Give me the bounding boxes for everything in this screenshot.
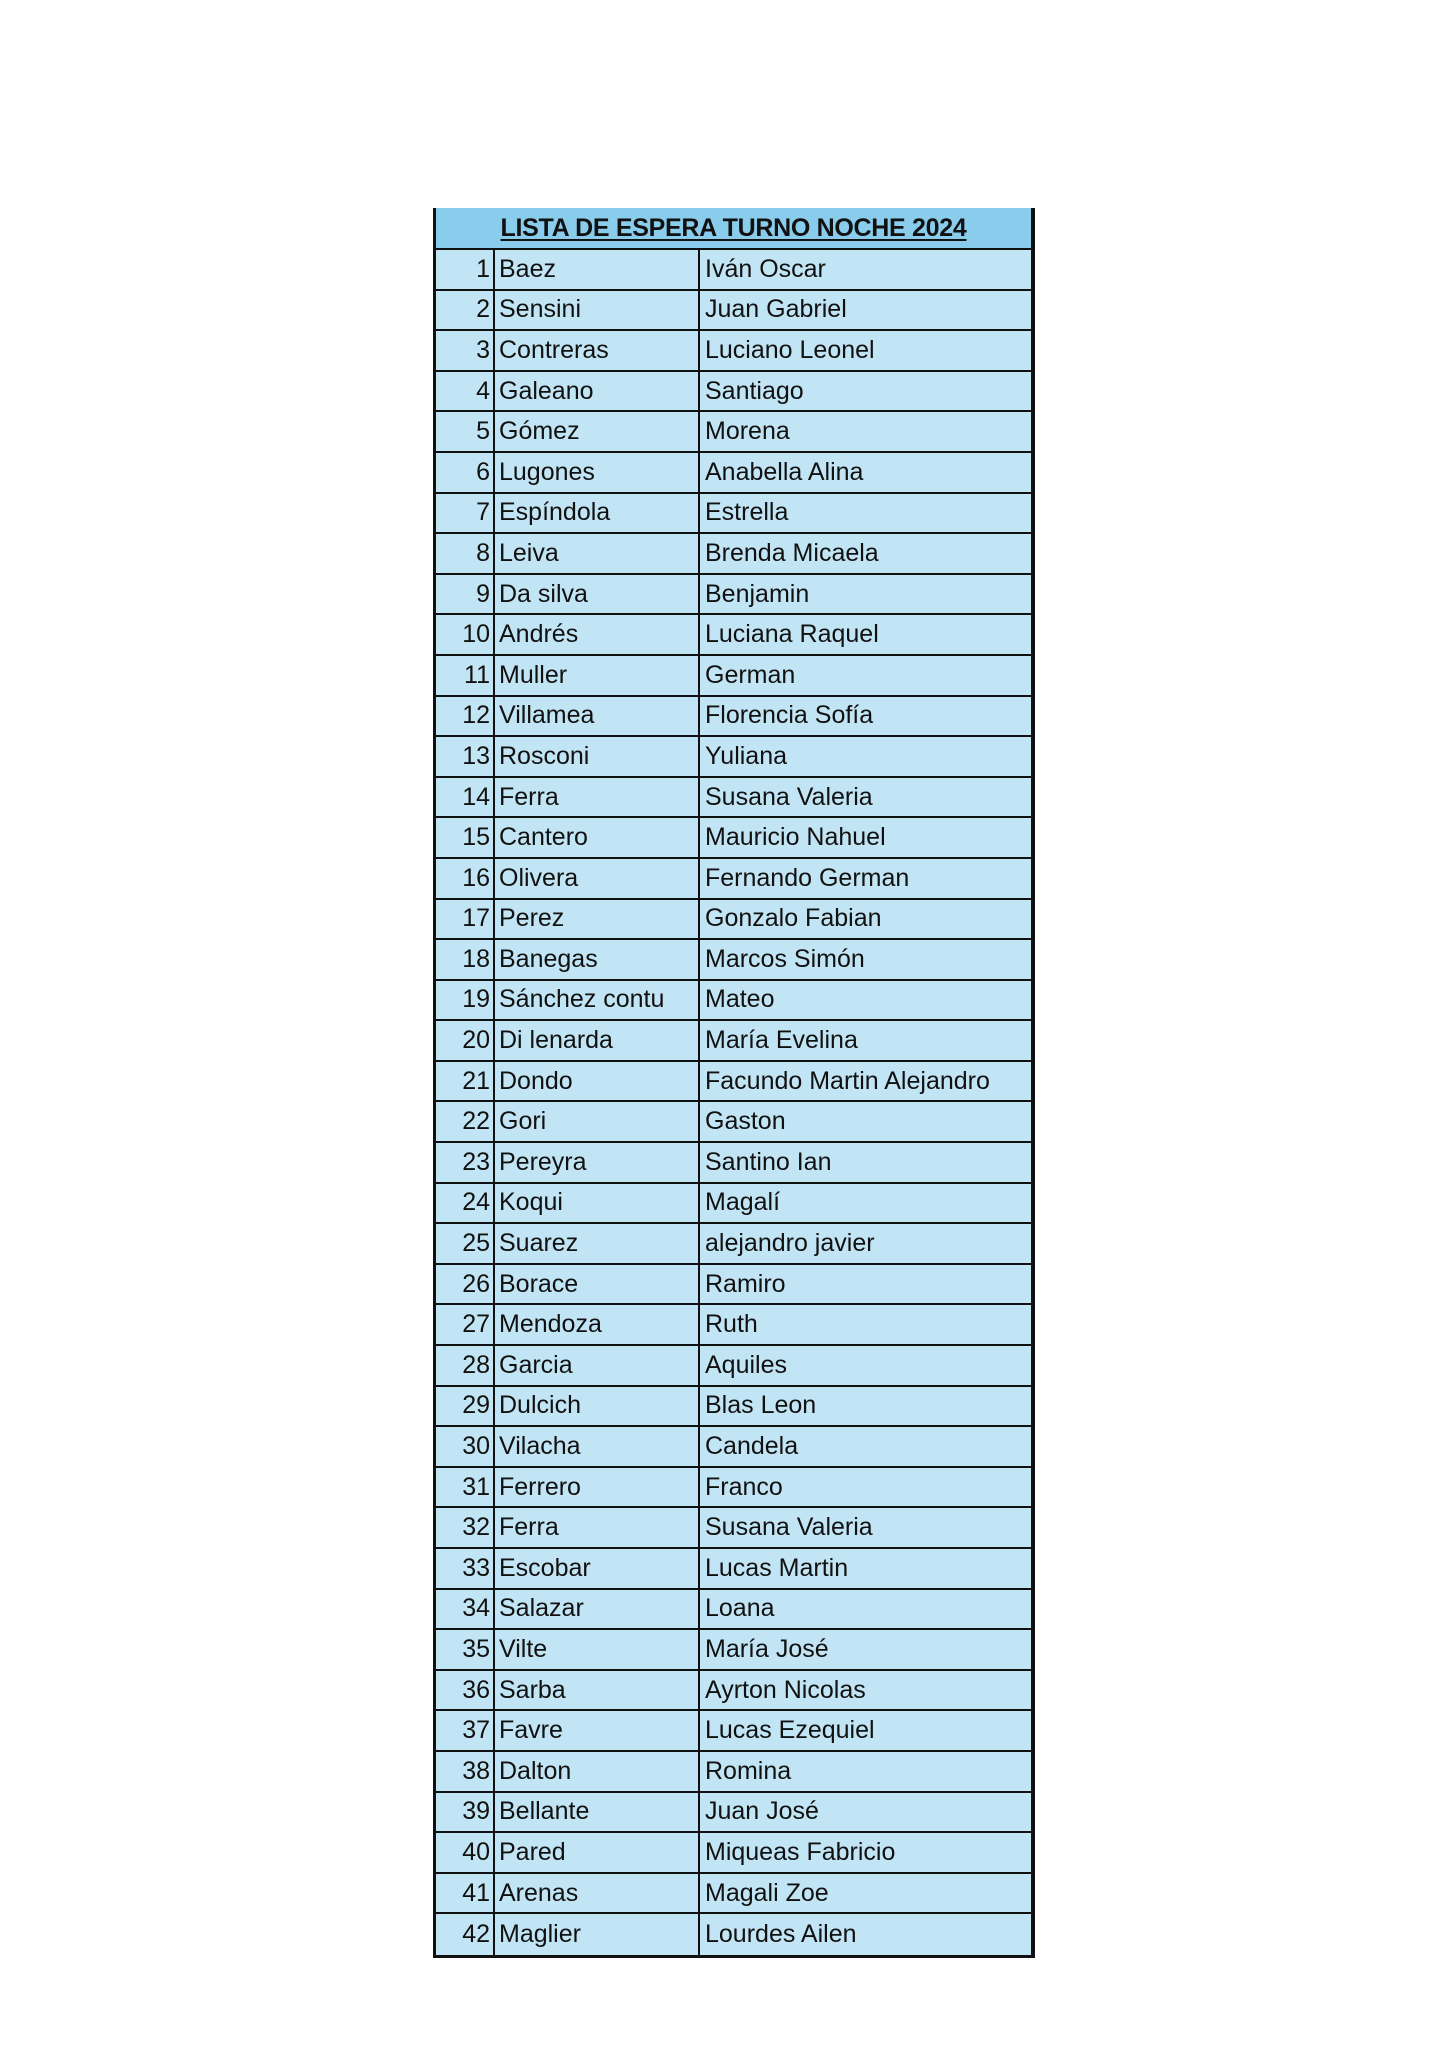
given-name-cell: German bbox=[705, 660, 796, 689]
table-row bbox=[436, 1508, 1031, 1549]
table-row bbox=[436, 697, 1031, 738]
table-row bbox=[436, 1468, 1031, 1509]
row-number: 3 bbox=[436, 331, 495, 370]
table-row bbox=[436, 534, 1031, 575]
surname-cell: Olivera bbox=[495, 859, 700, 898]
row-number: 30 bbox=[436, 1427, 495, 1466]
table-row bbox=[436, 1549, 1031, 1590]
surname-cell: Borace bbox=[495, 1265, 700, 1304]
table-row bbox=[436, 940, 1031, 981]
table-row bbox=[436, 1143, 1031, 1184]
given-name-cell: Susana Valeria bbox=[705, 1513, 873, 1542]
table-row bbox=[436, 1711, 1031, 1752]
surname-cell: Banegas bbox=[495, 940, 700, 979]
given-name-cell: Lucas Ezequiel bbox=[705, 1716, 875, 1745]
given-name-cell: Yuliana bbox=[705, 741, 788, 770]
surname-cell: Ferrero bbox=[495, 1468, 700, 1507]
row-number: 35 bbox=[436, 1630, 495, 1669]
table-row bbox=[436, 1387, 1031, 1428]
surname-cell: Perez bbox=[495, 900, 700, 939]
row-number: 17 bbox=[436, 900, 495, 939]
table-row bbox=[436, 1102, 1031, 1143]
table-row bbox=[436, 737, 1031, 778]
given-name-cell: Morena bbox=[705, 417, 790, 446]
table-body bbox=[436, 250, 1031, 1955]
row-number: 20 bbox=[436, 1021, 495, 1060]
given-name-cell: Ayrton Nicolas bbox=[705, 1675, 866, 1704]
row-number: 34 bbox=[436, 1590, 495, 1629]
surname-cell: Vilte bbox=[495, 1630, 700, 1669]
row-number: 42 bbox=[436, 1914, 495, 1955]
row-number: 12 bbox=[436, 697, 495, 736]
table-row bbox=[436, 1184, 1031, 1225]
surname-cell: Gómez bbox=[495, 412, 700, 451]
table-row bbox=[436, 1752, 1031, 1793]
given-name-cell: Lucas Martin bbox=[705, 1553, 849, 1582]
row-number: 24 bbox=[436, 1184, 495, 1223]
surname-cell: Leiva bbox=[495, 534, 700, 573]
given-name-cell: Juan José bbox=[705, 1797, 819, 1826]
surname-cell: Ferra bbox=[495, 778, 700, 817]
table-title: LISTA DE ESPERA TURNO NOCHE 2024 bbox=[436, 208, 1031, 250]
given-name-cell: María Evelina bbox=[705, 1026, 858, 1055]
table-row bbox=[436, 1671, 1031, 1712]
given-name-cell: Ruth bbox=[705, 1310, 758, 1339]
given-name-cell: Brenda Micaela bbox=[705, 538, 879, 567]
surname-cell: Di lenarda bbox=[495, 1021, 700, 1060]
surname-cell: Dalton bbox=[495, 1752, 700, 1791]
row-number: 13 bbox=[436, 737, 495, 776]
given-name-cell: Facundo Martin Alejandro bbox=[705, 1066, 990, 1095]
row-number: 31 bbox=[436, 1468, 495, 1507]
row-number: 4 bbox=[436, 372, 495, 411]
table-row bbox=[436, 1427, 1031, 1468]
table-row bbox=[436, 981, 1031, 1022]
surname-cell: Lugones bbox=[495, 453, 700, 492]
table-row bbox=[436, 900, 1031, 941]
given-name-cell: Mateo bbox=[705, 985, 775, 1014]
table-row bbox=[436, 1346, 1031, 1387]
given-name-cell: Luciano Leonel bbox=[705, 335, 875, 364]
given-name-cell: Aquiles bbox=[705, 1350, 787, 1379]
surname-cell: Dulcich bbox=[495, 1387, 700, 1426]
surname-cell: Favre bbox=[495, 1711, 700, 1750]
given-name-cell: Franco bbox=[705, 1472, 783, 1501]
given-name-cell: Florencia Sofía bbox=[705, 701, 874, 730]
row-number: 33 bbox=[436, 1549, 495, 1588]
given-name-cell: Miqueas Fabricio bbox=[705, 1837, 896, 1866]
row-number: 19 bbox=[436, 981, 495, 1020]
table-row bbox=[436, 1021, 1031, 1062]
table-row bbox=[436, 615, 1031, 656]
surname-cell: Gori bbox=[495, 1102, 700, 1141]
given-name-cell: Benjamin bbox=[705, 579, 810, 608]
table-row bbox=[436, 412, 1031, 453]
table-row bbox=[436, 1224, 1031, 1265]
surname-cell: Sensini bbox=[495, 291, 700, 330]
row-number: 41 bbox=[436, 1874, 495, 1913]
table-row bbox=[436, 1874, 1031, 1915]
surname-cell: Maglier bbox=[495, 1914, 700, 1955]
table-row bbox=[436, 291, 1031, 332]
surname-cell: Muller bbox=[495, 656, 700, 695]
row-number: 7 bbox=[436, 494, 495, 533]
given-name-cell: Anabella Alina bbox=[705, 457, 864, 486]
surname-cell: Contreras bbox=[495, 331, 700, 370]
table-row bbox=[436, 1833, 1031, 1874]
table-row bbox=[436, 1305, 1031, 1346]
surname-cell: Pared bbox=[495, 1833, 700, 1872]
row-number: 23 bbox=[436, 1143, 495, 1182]
surname-cell: Arenas bbox=[495, 1874, 700, 1913]
row-number: 15 bbox=[436, 818, 495, 857]
row-number: 9 bbox=[436, 575, 495, 614]
table-row bbox=[436, 453, 1031, 494]
given-name-cell: Gonzalo Fabian bbox=[705, 904, 882, 933]
surname-cell: Mendoza bbox=[495, 1305, 700, 1344]
given-name-cell: Gaston bbox=[705, 1107, 786, 1136]
row-number: 36 bbox=[436, 1671, 495, 1710]
given-name-cell: Magali Zoe bbox=[705, 1878, 829, 1907]
table-row bbox=[436, 250, 1031, 291]
table-row bbox=[436, 494, 1031, 535]
given-name-cell: Fernando German bbox=[705, 863, 910, 892]
surname-cell: Ferra bbox=[495, 1508, 700, 1547]
row-number: 40 bbox=[436, 1833, 495, 1872]
row-number: 27 bbox=[436, 1305, 495, 1344]
surname-cell: Dondo bbox=[495, 1062, 700, 1101]
table-row bbox=[436, 1590, 1031, 1631]
row-number: 32 bbox=[436, 1508, 495, 1547]
surname-cell: Espíndola bbox=[495, 494, 700, 533]
given-name-cell: Estrella bbox=[705, 498, 789, 527]
row-number: 1 bbox=[436, 250, 495, 289]
table-row bbox=[436, 818, 1031, 859]
table-row bbox=[436, 778, 1031, 819]
row-number: 6 bbox=[436, 453, 495, 492]
given-name-cell: Lourdes Ailen bbox=[705, 1920, 857, 1949]
given-name-cell: Iván Oscar bbox=[705, 254, 826, 283]
given-name-cell: Marcos Simón bbox=[705, 944, 865, 973]
table-row bbox=[436, 656, 1031, 697]
given-name-cell: María José bbox=[705, 1634, 829, 1663]
table-row bbox=[436, 575, 1031, 616]
table-row bbox=[436, 331, 1031, 372]
given-name-cell: Magalí bbox=[705, 1188, 781, 1217]
surname-cell: Villamea bbox=[495, 697, 700, 736]
surname-cell: Suarez bbox=[495, 1224, 700, 1263]
surname-cell: Galeano bbox=[495, 372, 700, 411]
surname-cell: Koqui bbox=[495, 1184, 700, 1223]
row-number: 21 bbox=[436, 1062, 495, 1101]
table-row bbox=[436, 1062, 1031, 1103]
given-name-cell: Mauricio Nahuel bbox=[705, 823, 886, 852]
table-row bbox=[436, 1630, 1031, 1671]
row-number: 2 bbox=[436, 291, 495, 330]
surname-cell: Vilacha bbox=[495, 1427, 700, 1466]
table-row bbox=[436, 372, 1031, 413]
given-name-cell: Ramiro bbox=[705, 1269, 786, 1298]
given-name-cell: Juan Gabriel bbox=[705, 295, 847, 324]
row-number: 25 bbox=[436, 1224, 495, 1263]
surname-cell: Pereyra bbox=[495, 1143, 700, 1182]
row-number: 39 bbox=[436, 1793, 495, 1832]
table-row bbox=[436, 1914, 1031, 1955]
given-name-cell: Romina bbox=[705, 1756, 792, 1785]
row-number: 22 bbox=[436, 1102, 495, 1141]
row-number: 18 bbox=[436, 940, 495, 979]
row-number: 29 bbox=[436, 1387, 495, 1426]
surname-cell: Sánchez contu bbox=[495, 981, 700, 1020]
surname-cell: Da silva bbox=[495, 575, 700, 614]
given-name-cell: Blas Leon bbox=[705, 1391, 817, 1420]
row-number: 28 bbox=[436, 1346, 495, 1385]
given-name-cell: Susana Valeria bbox=[705, 782, 873, 811]
surname-cell: Sarba bbox=[495, 1671, 700, 1710]
table-row bbox=[436, 1265, 1031, 1306]
given-name-cell: Santiago bbox=[705, 376, 804, 405]
given-name-cell: Santino Ian bbox=[705, 1147, 832, 1176]
waiting-list-table bbox=[433, 208, 1035, 1958]
given-name-cell: Candela bbox=[705, 1432, 799, 1461]
surname-cell: Cantero bbox=[495, 818, 700, 857]
row-number: 8 bbox=[436, 534, 495, 573]
row-number: 10 bbox=[436, 615, 495, 654]
surname-cell: Rosconi bbox=[495, 737, 700, 776]
row-number: 11 bbox=[436, 656, 495, 695]
given-name-cell: Loana bbox=[705, 1594, 775, 1623]
given-name-cell: Luciana Raquel bbox=[705, 620, 879, 649]
surname-cell: Andrés bbox=[495, 615, 700, 654]
table-row bbox=[436, 1793, 1031, 1834]
row-number: 38 bbox=[436, 1752, 495, 1791]
row-number: 14 bbox=[436, 778, 495, 817]
surname-cell: Baez bbox=[495, 250, 700, 289]
given-name-cell: alejandro javier bbox=[705, 1229, 875, 1258]
surname-cell: Garcia bbox=[495, 1346, 700, 1385]
table-row bbox=[436, 859, 1031, 900]
row-number: 26 bbox=[436, 1265, 495, 1304]
row-number: 5 bbox=[436, 412, 495, 451]
surname-cell: Bellante bbox=[495, 1793, 700, 1832]
row-number: 16 bbox=[436, 859, 495, 898]
surname-cell: Escobar bbox=[495, 1549, 700, 1588]
row-number: 37 bbox=[436, 1711, 495, 1750]
surname-cell: Salazar bbox=[495, 1590, 700, 1629]
